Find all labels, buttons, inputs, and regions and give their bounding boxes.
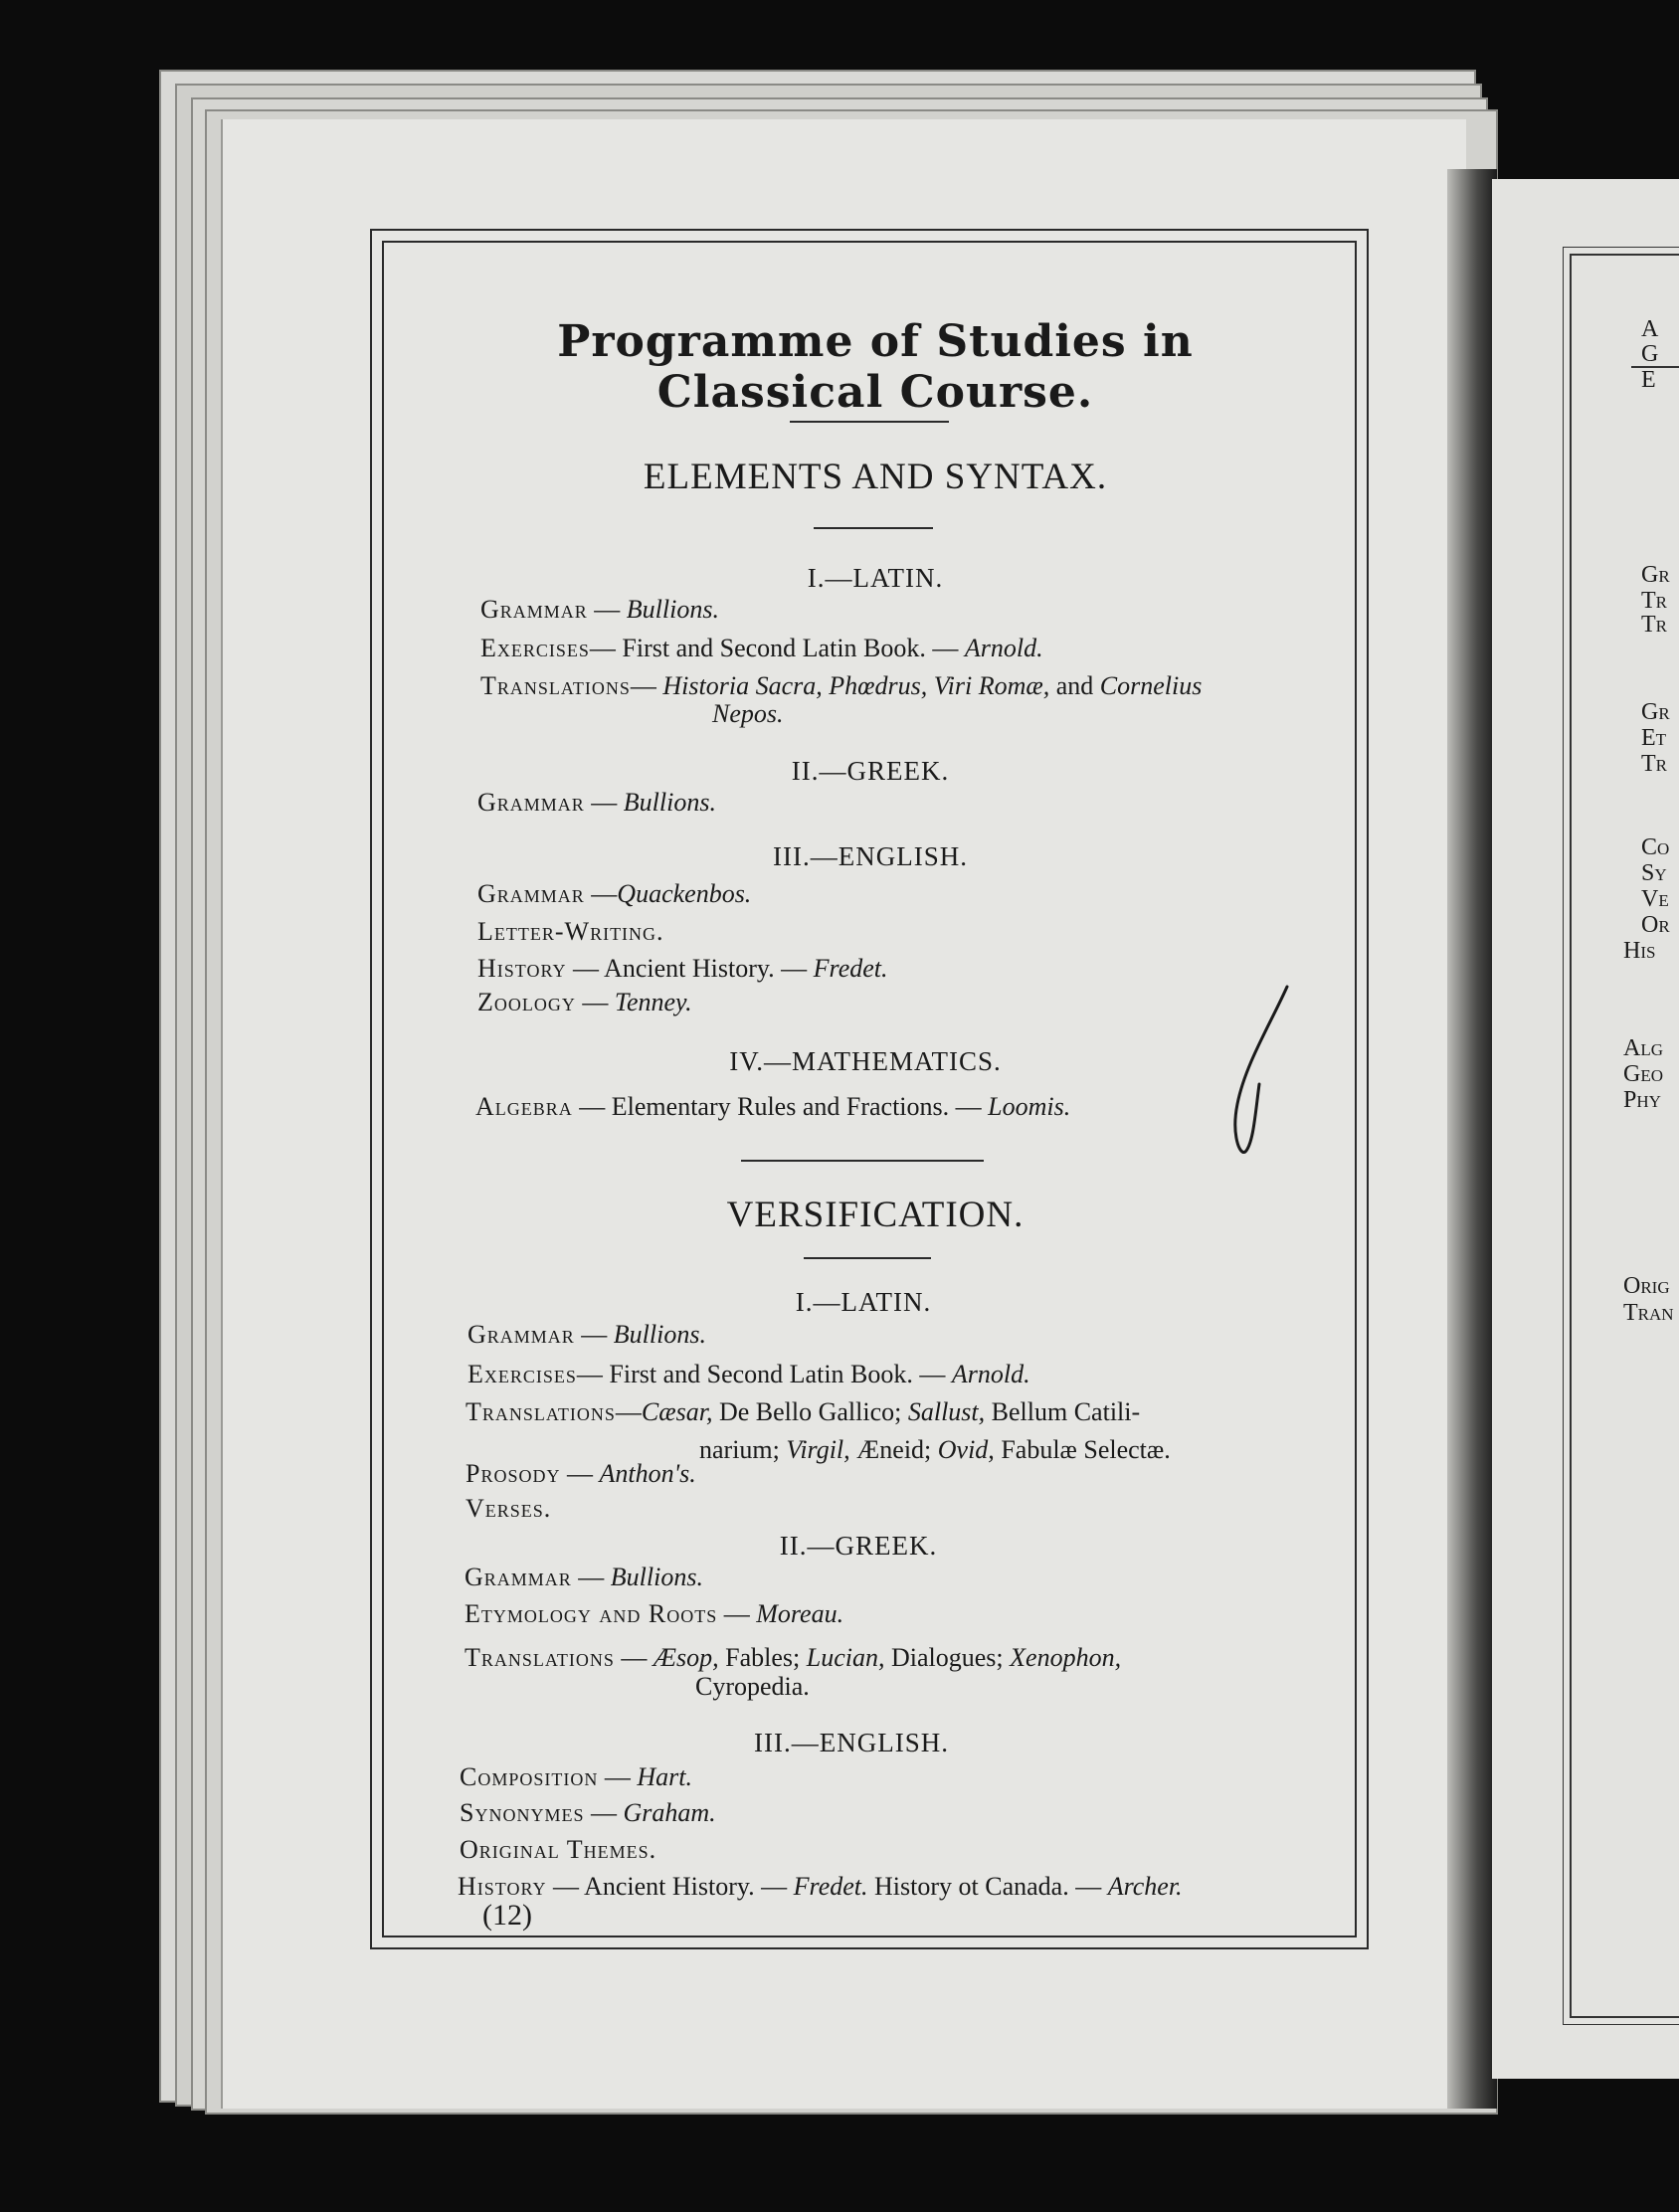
- author-or-title-text: Lucian,: [806, 1643, 885, 1672]
- subsection-heading: I.—LATIN.: [807, 563, 944, 593]
- body-text: Fables;: [718, 1643, 807, 1672]
- author-or-title-text: Fredet.: [813, 954, 888, 983]
- page-number: (12): [482, 1899, 532, 1932]
- subject-label: Grammar: [480, 595, 588, 624]
- subsection-heading: II.—GREEK.: [779, 1531, 938, 1561]
- author-or-title-text: Historia Sacra, Phœdrus, Viri Romæ,: [662, 671, 1050, 700]
- body-text: Bellum Catili-: [985, 1397, 1141, 1426]
- subject-label: History: [477, 954, 567, 983]
- dash-separator: —: [614, 1643, 653, 1672]
- section-heading: VERSIFICATION.: [726, 1195, 1025, 1235]
- course-line: [465, 1562, 703, 1593]
- dash-separator: —: [630, 671, 663, 700]
- subject-label: Exercises: [480, 634, 590, 662]
- course-line: [477, 953, 888, 985]
- right-page-text-fragment: Tran: [1623, 1300, 1674, 1326]
- course-line: [460, 1761, 692, 1793]
- course-line-continuation: [695, 1671, 810, 1703]
- author-or-title-text: Tenney.: [614, 988, 692, 1016]
- course-line: [466, 1396, 1140, 1428]
- author-or-title-text: Moreau.: [756, 1599, 844, 1628]
- course-line: [466, 1458, 696, 1490]
- right-page-text-fragment: Tr: [1641, 588, 1667, 614]
- dash-separator: —: [584, 879, 618, 908]
- subject-label: Composition: [460, 1762, 599, 1791]
- author-or-title-text: Hart.: [637, 1762, 692, 1791]
- dash-separator: —: [571, 1563, 611, 1591]
- subject-label: Original Themes.: [460, 1835, 657, 1864]
- body-text: Cyropedia.: [695, 1672, 810, 1701]
- author-or-title-text: Sallust,: [907, 1397, 986, 1426]
- subject-label: Synonymes: [460, 1798, 585, 1827]
- author-or-title-text: Bullions.: [610, 1563, 703, 1591]
- author-or-title-text: Arnold.: [964, 634, 1043, 662]
- subject-label: Grammar: [477, 879, 585, 908]
- right-page-text-fragment: Tr: [1641, 612, 1667, 638]
- dash-separator: —: [584, 1798, 624, 1827]
- course-line: [460, 1797, 716, 1829]
- book-gutter: [1447, 169, 1497, 2109]
- right-page-text-fragment: A: [1641, 316, 1659, 342]
- handwritten-pencil-mark: [1225, 985, 1305, 1164]
- course-line: [480, 633, 1043, 664]
- author-or-title-text: Fredet.: [793, 1872, 868, 1901]
- subject-label: Translations: [466, 1397, 616, 1426]
- right-page-text-fragment: Tr: [1641, 751, 1667, 777]
- dash-separator: —: [572, 1092, 612, 1121]
- author-or-title-text: Æsop,: [653, 1643, 719, 1672]
- dash-separator: —: [574, 1320, 614, 1349]
- body-text: De Bello Gallico;: [712, 1397, 908, 1426]
- body-text: Æneid;: [849, 1435, 938, 1464]
- dash-separator: —: [598, 1762, 638, 1791]
- author-or-title-text: Quackenbos.: [617, 879, 752, 908]
- body-text: Ancient History. —: [584, 1872, 794, 1901]
- right-page-text-fragment: Gr: [1641, 699, 1670, 725]
- course-line: [477, 916, 664, 948]
- subsection-heading: III.—ENGLISH.: [773, 841, 968, 871]
- dash-separator: —: [584, 788, 624, 817]
- author-or-title-text: Loomis.: [988, 1092, 1071, 1121]
- subsection-heading: I.—LATIN.: [795, 1287, 932, 1317]
- subject-label: Translations: [480, 671, 631, 700]
- divider-rule: [741, 1160, 984, 1162]
- course-line: [477, 787, 716, 819]
- right-page: [1492, 179, 1679, 2079]
- right-page-frame: [1570, 254, 1679, 2018]
- subject-label: Grammar: [477, 788, 585, 817]
- dash-separator: —: [575, 988, 615, 1016]
- author-or-title-text: Bullions.: [626, 595, 719, 624]
- author-or-title-text: Bullions.: [623, 788, 716, 817]
- dash-separator: —: [589, 634, 623, 662]
- right-page-text-fragment: Phy: [1623, 1087, 1661, 1113]
- course-line: [467, 1319, 706, 1351]
- course-line: [458, 1871, 1183, 1903]
- course-line: [466, 1493, 551, 1525]
- divider-rule: [804, 1257, 931, 1259]
- right-page-text-fragment: G: [1641, 341, 1659, 367]
- right-page-text-fragment: Et: [1641, 725, 1667, 751]
- page-title: Programme of Studies in Classical Course.: [557, 316, 1194, 418]
- course-line: [475, 1091, 1070, 1123]
- course-line: [467, 1359, 1030, 1390]
- author-or-title-text: Nepos.: [712, 699, 784, 728]
- dash-separator: —: [560, 1459, 600, 1488]
- dash-separator: —: [546, 1872, 585, 1901]
- author-or-title-text: Bullions.: [613, 1320, 706, 1349]
- right-page-text-fragment: Geo: [1623, 1061, 1663, 1087]
- right-page-text-fragment: Sy: [1641, 860, 1667, 886]
- right-page-text-fragment: Alg: [1623, 1035, 1663, 1061]
- author-or-title-text: Ovid,: [937, 1435, 995, 1464]
- subsection-heading: III.—ENGLISH.: [754, 1728, 949, 1757]
- right-page-text-fragment: E: [1641, 367, 1656, 393]
- body-text: Fabulæ Selectæ.: [994, 1435, 1171, 1464]
- dash-separator: —: [615, 1397, 642, 1426]
- right-page-text-fragment: His: [1623, 938, 1656, 964]
- course-line: [480, 670, 1202, 702]
- course-line-continuation: [699, 1434, 1171, 1466]
- subject-label: Algebra: [475, 1092, 573, 1121]
- course-line: [465, 1598, 843, 1630]
- subject-label: Letter-Writing.: [477, 917, 664, 946]
- subject-label: Verses.: [466, 1494, 552, 1523]
- author-or-title-text: Cornelius: [1099, 671, 1203, 700]
- subject-label: Translations: [465, 1643, 615, 1672]
- course-line: [480, 594, 719, 626]
- body-text: First and Second Latin Book. —: [609, 1360, 952, 1388]
- body-text: Elementary Rules and Fractions. —: [611, 1092, 989, 1121]
- dash-separator: —: [587, 595, 627, 624]
- dash-separator: —: [576, 1360, 610, 1388]
- body-text: History ot Canada. —: [867, 1872, 1108, 1901]
- course-line: [460, 1834, 656, 1866]
- author-or-title-text: Graham.: [623, 1798, 716, 1827]
- section-heading: ELEMENTS AND SYNTAX.: [643, 457, 1108, 497]
- subject-label: Grammar: [465, 1563, 572, 1591]
- author-or-title-text: Archer.: [1107, 1872, 1183, 1901]
- body-text: Dialogues;: [884, 1643, 1011, 1672]
- author-or-title-text: Arnold.: [951, 1360, 1030, 1388]
- divider-rule: [790, 421, 949, 423]
- body-text: narium;: [699, 1435, 787, 1464]
- course-line-continuation: [712, 698, 784, 730]
- subject-label: Exercises: [467, 1360, 577, 1388]
- course-line: [465, 1642, 1121, 1674]
- body-text: and: [1049, 671, 1100, 700]
- right-page-text-fragment: Orig: [1623, 1273, 1670, 1299]
- body-text: Ancient History. —: [604, 954, 814, 983]
- subject-label: History: [458, 1872, 547, 1901]
- subject-label: Prosody: [466, 1459, 561, 1488]
- subsection-heading: II.—GREEK.: [791, 756, 950, 786]
- author-or-title-text: Cæsar,: [641, 1397, 713, 1426]
- subject-label: Zoology: [477, 988, 576, 1016]
- body-text: First and Second Latin Book. —: [622, 634, 965, 662]
- dash-separator: —: [717, 1599, 757, 1628]
- right-page-text-fragment: Ve: [1641, 886, 1669, 912]
- right-page-text-fragment: Or: [1641, 912, 1670, 938]
- right-page-text-fragment: Gr: [1641, 562, 1670, 588]
- dash-separator: —: [566, 954, 605, 983]
- author-or-title-text: Virgil,: [786, 1435, 850, 1464]
- course-line: [477, 878, 751, 910]
- course-line: [477, 987, 692, 1018]
- subject-label: Grammar: [467, 1320, 575, 1349]
- divider-rule: [814, 527, 933, 529]
- subsection-heading: IV.—MATHEMATICS.: [729, 1046, 1002, 1076]
- subject-label: Etymology and Roots: [465, 1599, 718, 1628]
- author-or-title-text: Xenophon,: [1010, 1643, 1122, 1672]
- author-or-title-text: Anthon's.: [599, 1459, 696, 1488]
- right-page-text-fragment: Co: [1641, 834, 1670, 860]
